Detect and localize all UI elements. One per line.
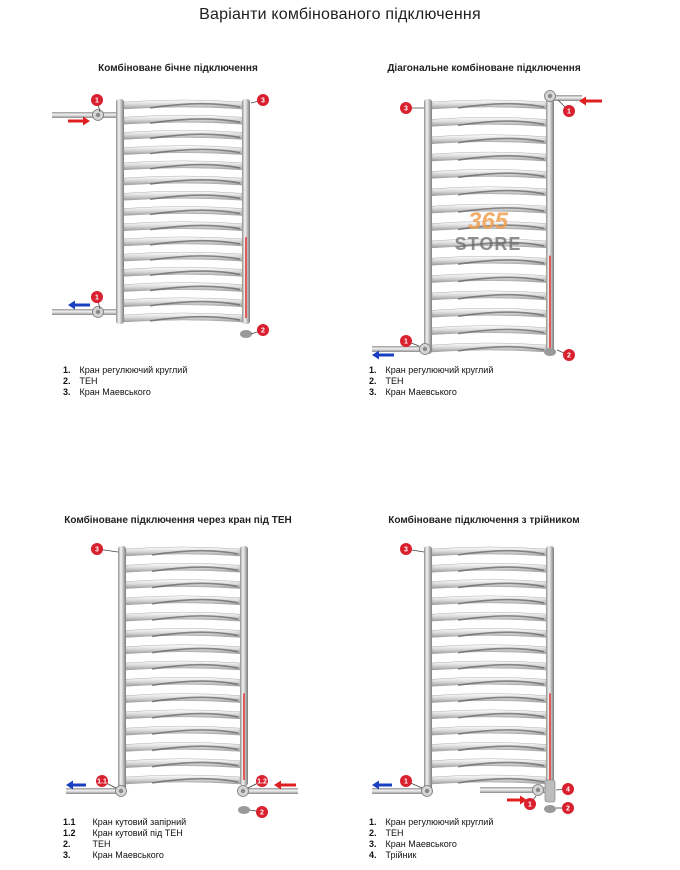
marker-label: 2 xyxy=(261,327,265,335)
legend-item: 4. Трійник xyxy=(369,850,417,860)
radiator-diagram xyxy=(314,440,654,870)
legend-item: 3. Кран Маевського xyxy=(63,850,164,860)
legend-item: 2. ТЕН xyxy=(369,376,404,386)
legend-item: 3. Кран Маевського xyxy=(369,387,457,397)
panel-title: Діагональне комбіноване підключення xyxy=(387,63,581,74)
panel-title: Комбіноване бічне підключення xyxy=(98,63,258,74)
valve-center xyxy=(425,789,429,793)
valve-center xyxy=(423,347,427,351)
valve-center xyxy=(241,789,245,793)
legend-item: 2. ТЕН xyxy=(63,376,98,386)
legend-item: 2. ТЕН xyxy=(63,839,111,849)
legend-item: 1. Кран регулюючий круглий xyxy=(369,817,494,827)
heater-cap xyxy=(544,805,556,813)
panel-diagonal-connection xyxy=(314,0,654,430)
marker-label: 3 xyxy=(404,546,408,554)
legend-item: 2. ТЕН xyxy=(369,828,404,838)
marker-label: 4 xyxy=(566,786,570,794)
marker-label: 2 xyxy=(566,805,570,813)
marker-label: 1 xyxy=(95,294,99,302)
marker-label: 3 xyxy=(95,546,99,554)
heater-element xyxy=(245,237,247,318)
valve-center xyxy=(548,94,552,98)
legend xyxy=(369,817,493,861)
marker-label: 1 xyxy=(567,108,571,116)
valve-center xyxy=(96,310,100,314)
marker-label: 3 xyxy=(404,105,408,113)
legend-item: 1.2 Кран кутовий під ТЕН xyxy=(63,828,183,838)
marker-label: 1 xyxy=(404,338,408,346)
legend-item: 1. Кран регулюючий круглий xyxy=(63,365,188,375)
marker-label: 1 xyxy=(95,97,99,105)
valve-center xyxy=(96,113,100,117)
left-rail xyxy=(424,546,432,786)
heater-cap xyxy=(544,348,556,356)
towel-radiator xyxy=(116,99,250,324)
left-rail xyxy=(116,99,124,324)
heater-element xyxy=(549,256,551,348)
heater-element xyxy=(549,693,551,780)
marker-label: 1.2 xyxy=(257,778,267,786)
marker-label: 2 xyxy=(567,352,571,360)
heater-cap xyxy=(238,806,250,814)
towel-radiator xyxy=(424,546,554,786)
panel-valve-heater-connection xyxy=(8,440,348,870)
pipe xyxy=(52,309,116,315)
marker-label: 3 xyxy=(261,97,265,105)
legend-item: 3. Кран Маевського xyxy=(369,839,457,849)
marker-label: 2 xyxy=(260,809,264,817)
tee-fitting xyxy=(545,780,555,802)
page-title: Варіанти комбінованого підключення xyxy=(199,6,481,23)
legend xyxy=(63,365,187,398)
valve-center xyxy=(536,788,540,792)
towel-radiator xyxy=(424,99,554,354)
heater-cap xyxy=(240,330,252,338)
left-rail xyxy=(424,99,432,354)
legend-item: 3. Кран Маевського xyxy=(63,387,151,397)
pipe xyxy=(372,346,426,352)
towel-radiator xyxy=(118,546,248,786)
heater-element xyxy=(243,693,245,780)
radiator-diagram xyxy=(8,440,348,870)
pipe xyxy=(244,788,298,794)
outflow-arrow-head xyxy=(68,301,75,310)
marker-label: 1 xyxy=(404,778,408,786)
pipe xyxy=(372,788,426,794)
legend-item: 1. Кран регулюючий круглий xyxy=(369,365,494,375)
legend-item: 1.1 Кран кутовий запірний xyxy=(63,817,187,827)
watermark-number: 365 xyxy=(467,208,509,235)
panel-title: Комбіноване підключення через кран під ТЕН xyxy=(64,515,292,526)
legend xyxy=(369,365,493,398)
pipe xyxy=(52,112,116,118)
marker-label: 1 xyxy=(528,801,532,809)
watermark-word: STORE xyxy=(454,234,522,254)
pipe xyxy=(66,788,120,794)
panel-side-connection xyxy=(8,0,348,430)
legend xyxy=(63,817,186,861)
valve-center xyxy=(119,789,123,793)
panel-tee-connection xyxy=(314,440,654,870)
panel-title: Комбіноване підключення з трійником xyxy=(388,515,580,526)
marker-label: 1.1 xyxy=(97,778,107,786)
left-rail xyxy=(118,546,126,786)
